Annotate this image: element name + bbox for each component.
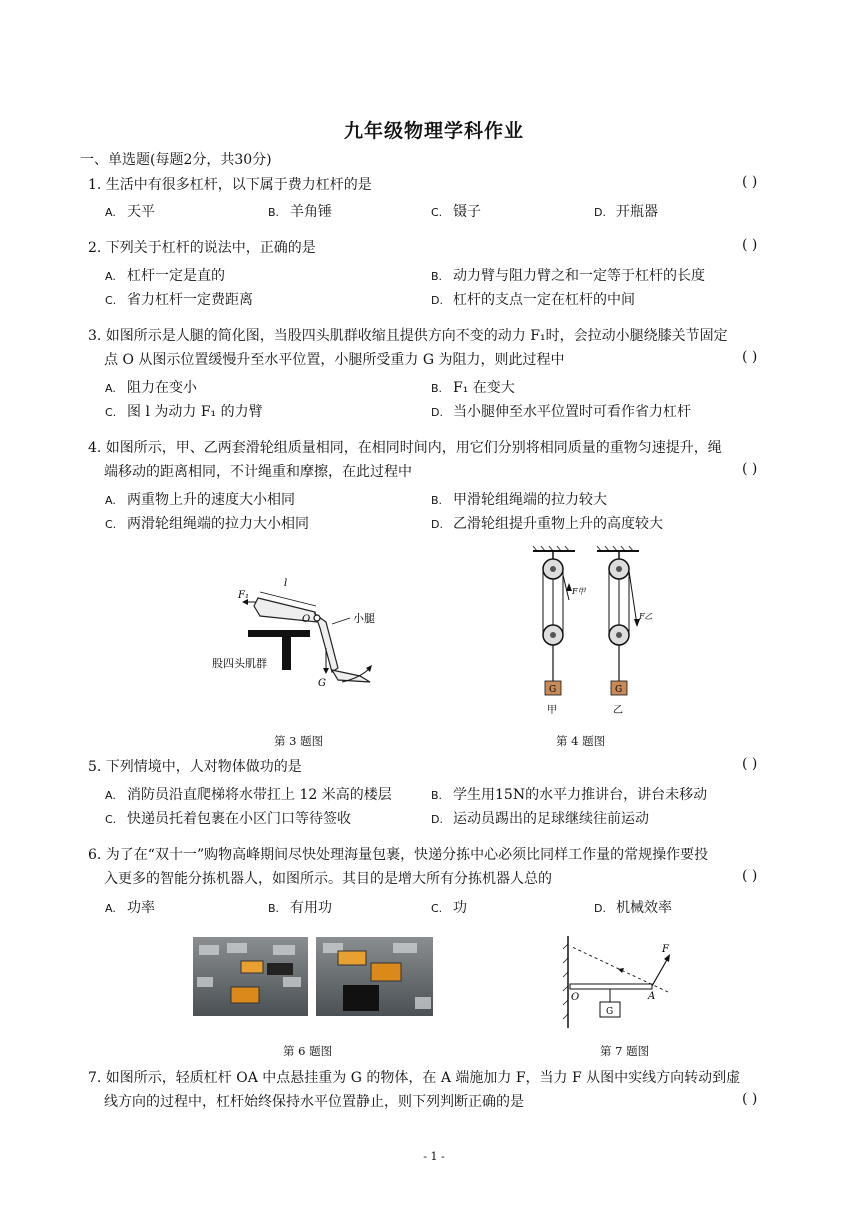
label-leg: 小腿 xyxy=(353,612,375,625)
robot-right-1 xyxy=(338,951,366,965)
label-muscle: 股四头肌群 xyxy=(212,657,267,670)
q6-option-d[interactable]: D. 机械效率 xyxy=(594,900,672,916)
lever-bar xyxy=(570,984,652,989)
label-yi: 乙 xyxy=(613,705,623,716)
foot-shape xyxy=(332,670,370,682)
q4-option-d[interactable]: D. 乙滑轮组提升重物上升的高度较大 xyxy=(431,516,663,532)
q5-option-a[interactable]: A. 消防员沿直爬梯将水带扛上 12 米高的楼层 xyxy=(105,787,392,803)
q3-option-a[interactable]: A. 阻力在变小 xyxy=(105,380,197,396)
q4-option-b[interactable]: B. 甲滑轮组绳端的拉力较大 xyxy=(431,492,607,508)
q4-option-a[interactable]: A. 两重物上升的速度大小相同 xyxy=(105,492,295,508)
q4-stem-line2: 端移动的距离相同，不计绳重和摩擦，在此过程中 xyxy=(104,464,412,480)
page-title: 九年级物理学科作业 xyxy=(343,120,524,142)
q5-answer-blank[interactable]: ( ) xyxy=(742,756,758,772)
sorting-robots-photos xyxy=(193,937,433,1016)
q3-stem-line1: 3. 如图所示是人腿的简化图，当股四头肌群收缩且提供方向不变的动力 F₁时，会拉动小腿绕膝关节固定 xyxy=(88,328,728,344)
q4-answer-blank[interactable]: ( ) xyxy=(742,461,758,477)
label-g: G xyxy=(318,678,326,689)
label-g: G xyxy=(606,1007,614,1017)
label-fyi: F乙 xyxy=(639,612,653,621)
q2-stem: 2. 下列关于杠杆的说法中，正确的是 xyxy=(88,240,316,256)
label-g-yi: G xyxy=(615,685,623,695)
label-f1: F₁ xyxy=(238,590,249,601)
label-a: A xyxy=(648,991,656,1002)
q7-stem-line2: 线方向的过程中，杠杆始终保持水平位置静止，则下列判断正确的是 xyxy=(104,1094,524,1110)
lever-diagram-figure xyxy=(560,932,675,1032)
q5-stem: 5. 下列情境中，人对物体做功的是 xyxy=(88,759,302,775)
rope-end-yi xyxy=(629,571,637,625)
caption-fig4: 第 4 题图 xyxy=(556,734,606,748)
pulley-diagram-figure xyxy=(525,545,655,720)
q1-option-a[interactable]: A. 天平 xyxy=(105,204,155,220)
sorting-chute xyxy=(343,985,379,1011)
q2-option-a[interactable]: A. 杠杆一定是直的 xyxy=(105,268,225,284)
q3-answer-blank[interactable]: ( ) xyxy=(742,349,758,365)
label-f: F xyxy=(662,944,669,955)
q1-answer-blank[interactable]: ( ) xyxy=(742,174,758,190)
q7-answer-blank[interactable]: ( ) xyxy=(742,1091,758,1107)
q1-option-d[interactable]: D. 开瓶器 xyxy=(594,204,658,220)
robot-left-1 xyxy=(231,987,259,1003)
q2-answer-blank[interactable]: ( ) xyxy=(742,237,758,253)
q3-option-c[interactable]: C. 图 l 为动力 F₁ 的力臂 xyxy=(105,404,263,420)
q6-stem-line2: 入更多的智能分拣机器人，如图所示。其目的是增大所有分拣机器人总的 xyxy=(104,871,552,887)
seat-top xyxy=(248,630,310,637)
page-number: - 1 - xyxy=(423,1150,445,1163)
q2-option-c[interactable]: C. 省力杠杆一定费距离 xyxy=(105,292,253,308)
seat-leg xyxy=(282,630,291,670)
q3-option-d[interactable]: D. 当小腿伸至水平位置时可看作省力杠杆 xyxy=(431,404,691,420)
q6-answer-blank[interactable]: ( ) xyxy=(742,868,758,884)
robot-left-2 xyxy=(241,961,263,973)
q4-stem-line1: 4. 如图所示，甲、乙两套滑轮组质量相同，在相同时间内，用它们分别将相同质量的重物匀速提升，绳 xyxy=(88,440,722,456)
robot-right-2 xyxy=(371,963,401,981)
q7-stem-line1: 7. 如图所示，轻质杠杆 OA 中点悬挂重为 G 的物体，在 A 端施加力 F，当力 F 从图中实线方向转动到虚 xyxy=(88,1070,741,1086)
caption-fig6: 第 6 题图 xyxy=(283,1044,333,1058)
q5-option-b[interactable]: B. 学生用15N的水平力推讲台，讲台未移动 xyxy=(431,787,708,803)
q5-option-c[interactable]: C. 快递员托着包裹在小区门口等待签收 xyxy=(105,811,351,827)
label-l: l xyxy=(284,578,288,589)
q1-option-c[interactable]: C. 镊子 xyxy=(431,204,481,220)
q6-option-a[interactable]: A. 功率 xyxy=(105,900,155,916)
q6-option-c[interactable]: C. 功 xyxy=(431,900,467,916)
q5-option-d[interactable]: D. 运动员踢出的足球继续往前运动 xyxy=(431,811,649,827)
leg-diagram-figure xyxy=(212,572,390,690)
q1-stem: 1. 生活中有很多杠杆，以下属于费力杠杆的是 xyxy=(88,177,372,193)
section-heading: 一、单选题(每题2分，共30分) xyxy=(80,152,272,168)
caption-fig3: 第 3 题图 xyxy=(274,734,324,748)
force-f-solid xyxy=(652,958,668,986)
q6-stem-line1: 6. 为了在“双十一”购物高峰期间尽快处理海量包裹，快递分拣中心必须比同样工作量的常规操作要投 xyxy=(88,847,709,863)
pivot-o xyxy=(314,615,320,621)
label-o: O xyxy=(302,614,311,625)
label-jia: 甲 xyxy=(547,705,557,716)
label-o: O xyxy=(571,992,580,1003)
q6-option-b[interactable]: B. 有用功 xyxy=(268,900,332,916)
q2-option-b[interactable]: B. 动力臂与阻力臂之和一定等于杠杆的长度 xyxy=(431,268,705,284)
q2-option-d[interactable]: D. 杠杆的支点一定在杠杆的中间 xyxy=(431,292,635,308)
label-g-jia: G xyxy=(549,685,557,695)
q3-option-b[interactable]: B. F₁ 在变大 xyxy=(431,380,515,396)
label-fjia: F甲 xyxy=(572,587,586,596)
caption-fig7: 第 7 题图 xyxy=(600,1044,650,1058)
q4-option-c[interactable]: C. 两滑轮组绳端的拉力大小相同 xyxy=(105,516,309,532)
q1-option-b[interactable]: B. 羊角锤 xyxy=(268,204,332,220)
q3-stem-line2: 点 O 从图示位置缓慢升至水平位置，小腿所受重力 G 为阻力，则此过程中 xyxy=(104,352,565,368)
